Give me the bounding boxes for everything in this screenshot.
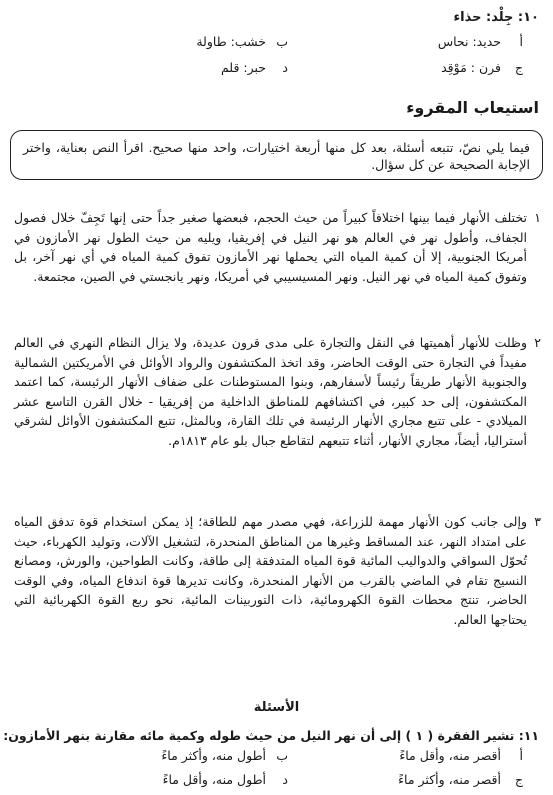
paragraph-number: ١ — [534, 210, 541, 225]
paragraph-1 — [14, 208, 541, 286]
paragraph-text: وإلى جانب كون الأنهار مهمة للزراعة، فهي مصدر مهم للطاقة؛ إذ يمكن استخدام قوة تدفق المياه على امتداد النهر، عند المساقط وغيرها من المناطق المنحدرة، لتشغيل الآلات، وتوليد الكهرباء، حيث تُحوّل السواقي والدواليب المائية قوة المياه المتدفقة إلى طاقة، وكانت الطواحين، والورش، ومصانع النسيج تقام في الماضي بالقرب من الأنهار المنحدرة، وكانت تديرها قوة اندفاع المياه، وفي الوقت الحاضر، تنتج محطات القوة الكهرومائية، ذات التوربينات المائية، نحو ربع القوة الكهربائية التي يحتاجها العالم. — [14, 514, 527, 627]
instructions-box: فيما يلي نصّ، تتبعه أسئلة، بعد كل منها أربعة اختيارات، واحد منها صحيح. اقرأ النص بعناية، واختر الإجابة الصحيحة عن كل سؤال. — [10, 130, 543, 180]
question-11-title: ١١: تشير الفقرة ( ١ ) إلى أن نهر النيل من حيث طوله وكمية مائه مقارنة بنهر الأمازون: — [3, 728, 539, 743]
question-10-title: ١٠: جِلْد: حذاء — [453, 10, 539, 25]
paragraph-text: تختلف الأنهار فيما بينها اختلافاً كبيراً من حيث الحجم، فبعضها صغير جداً حتى إنها تَجِفّ خلال فصول الجفاف، وأطول نهر في العالم هو نهر النيل في إفريقيا، ويليه من حيث الطول نهر الأمازون في أمريكا الجنوبية، إلا أن كمية المياه التي يحملها نهر الأمازون تفوق كمية المياه في أي نهر آخر، بل وتفوق كمية المياه في نهر النيل. ونهر المسيسيبي في أمريكا، ونهر يانجستي في الصين، مجتمعة. — [14, 210, 527, 284]
option-c[interactable]: جأقصر منه، وأكثر ماءً — [398, 772, 523, 787]
section-title: استيعاب المقروء — [406, 98, 539, 117]
paragraph-number: ٢ — [534, 335, 541, 350]
paragraph-text: وظلت للأنهار أهميتها في النقل والتجارة على مدى قرون عديدة، ولا يزال النظام النهري في العالم مفيداً في التجارة حتى الوقت الحاضر، وقد اتخذ المكتشفون والرواد الأوائل في الأمريكتين الشمالية والجنوبية الأنهار طريقاً رئيساً لأسفارهم، وبنوا المستوطنات على ضفاف الأنهار الرئيسة، كما اعتمد المكتشفون، إلى حد كبير، في اكتشافهم للمناطق الداخلية من إفريقيا - خلال القرن التاسع عشر الميلادي - على تتبع مجاري الأنهار الرئيسة في تلك القارة، وبالمثل، تتبع المكتشفون الأوائل لشرقي أستراليا، أيضاً، مجاري الأنهار، أثناء تتبعهم لتقاطع جبال بلو عام ١٨١٣م. — [14, 335, 527, 448]
option-b[interactable]: بخشب: طاولة — [196, 34, 288, 49]
option-a[interactable]: أأقصر منه، وأقل ماءً — [399, 748, 523, 763]
option-a[interactable]: أحديد: نحاس — [437, 34, 523, 49]
paragraph-2 — [14, 333, 541, 450]
option-d[interactable]: دحبر: قلم — [220, 60, 288, 75]
option-c[interactable]: جفرن : مَوْقِد — [441, 60, 523, 75]
questions-heading: الأسئلة — [253, 700, 300, 715]
option-d[interactable]: دأطول منه، وأقل ماءً — [162, 772, 288, 787]
paragraph-3 — [14, 512, 541, 629]
option-b[interactable]: بأطول منه، وأكثر ماءً — [161, 748, 288, 763]
paragraph-number: ٣ — [534, 514, 541, 529]
